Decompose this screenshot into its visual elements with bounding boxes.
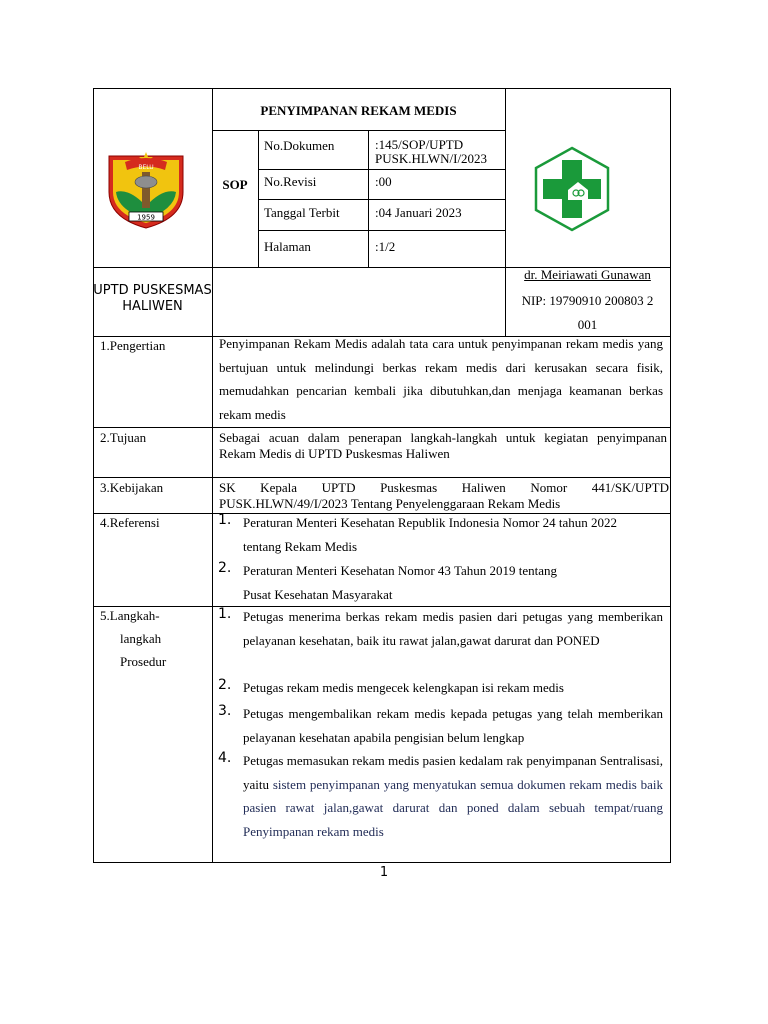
referensi-number-2: 2. [218, 560, 232, 576]
prosedur-item-4-plain: Petugas memasukan rekam medis pasien kedalam rak penyimpanan Sentralisasi, yaitu [243, 753, 663, 792]
column-divider-label [212, 88, 213, 863]
org-name: UPTD PUSKESMAS HALIWEN [93, 283, 212, 314]
prosedur-label-line1: 5.Langkah- [100, 608, 160, 623]
prosedur-item-2: Petugas rekam medis mengecek kelengkapan isi rekam medis [243, 680, 564, 695]
section-divider-2 [93, 427, 671, 428]
kebijakan-text: SK Kepala UPTD Puskesmas Haliwen Nomor 441/SK/UPTD PUSK.HLWN/49/I/2023 Tentang Penyelenggaraan Rekam Medis [219, 480, 669, 511]
no-revisi-value: :00 [375, 174, 392, 189]
section-divider-3 [93, 477, 671, 478]
page-number: 1 [379, 865, 389, 880]
referensi-number-1: 1. [218, 512, 232, 528]
prosedur-number-3: 3. [218, 703, 232, 719]
row-divider-2 [258, 199, 505, 200]
sop-label: SOP [222, 177, 248, 192]
signer-name: dr. Meiriawati Gunawan [524, 267, 651, 282]
prosedur-item-4-highlight: sistem penyimpanan yang menyatukan semua dokumen rekam medis baik pasien rawat jalan,gawat darurat dan poned dalam sebuah tempat/ruang Penyimpanan rekam medis [243, 776, 663, 839]
no-dokumen-value: :145/SOP/UPTD PUSK.HLWN/I/2023 [375, 137, 488, 166]
prosedur-number-4: 4. [218, 750, 232, 766]
row-divider-3 [258, 230, 505, 231]
emblem-text: BELU [138, 164, 154, 171]
section-divider-4 [93, 513, 671, 514]
prosedur-item-1: Petugas menerima berkas rekam medis pasien dari petugas yang memberikan pelayanan kesehatan, baik itu rawat jalan,gawat darurat dan PONED [243, 609, 663, 648]
regional-emblem-icon [103, 148, 189, 230]
column-divider-logo [505, 88, 506, 337]
table-border-right [670, 88, 671, 863]
prosedur-number-1: 1. [218, 606, 232, 622]
document-title: PENYIMPANAN REKAM MEDIS [260, 103, 457, 118]
referensi-label: 4.Referensi [100, 515, 160, 530]
referensi-item-2-line1: Peraturan Menteri Kesehatan Nomor 43 Tahun 2019 tentang [243, 563, 558, 578]
prosedur-number-2: 2. [218, 677, 232, 693]
table-border-left [93, 88, 94, 863]
pengertian-label: 1.Pengertian [100, 338, 166, 353]
title-divider [212, 130, 505, 131]
puskesmas-logo-icon [532, 146, 612, 232]
no-revisi-label: No.Revisi [264, 174, 317, 189]
row-divider-1 [258, 169, 505, 170]
prosedur-label-line3: Prosedur [120, 654, 167, 669]
kebijakan-label: 3.Kebijakan [100, 480, 164, 495]
halaman-value: :1/2 [375, 239, 396, 254]
prosedur-item-4 [243, 749, 663, 843]
halaman-label: Halaman [264, 239, 311, 254]
referensi-item-1-line2: tentang Rekam Medis [243, 539, 358, 554]
referensi-item-2-line2: Pusat Kesehatan Masyarakat [243, 587, 393, 602]
tanggal-terbit-label: Tanggal Terbit [264, 205, 340, 220]
tujuan-text: Sebagai acuan dalam penerapan langkah-langkah untuk kegiatan penyimpanan Rekam Medis di UPTD Puskesmas Haliwen [219, 430, 667, 461]
no-dokumen-label: No.Dokumen [264, 138, 335, 153]
pengertian-text: Penyimpanan Rekam Medis adalah tata cara untuk penyimpanan rekam medis yang bertujuan untuk melindungi berkas rekam medis dari kerusakan secara fisik, memudahkan pencarian kembali jika dibutuhkan,dan menjaga keamanan berkas rekam medis [219, 336, 663, 422]
tanggal-terbit-value: :04 Januari 2023 [375, 205, 462, 220]
signer-nip: NIP: 19790910 200803 2 001 [521, 293, 654, 332]
prosedur-label-line2: langkah [120, 631, 162, 646]
referensi-item-1-line1: Peraturan Menteri Kesehatan Republik Indonesia Nomor 24 tahun 2022 [243, 515, 618, 530]
table-border-top [93, 88, 671, 89]
table-border-bottom [93, 862, 671, 863]
prosedur-item-3: Petugas mengembalikan rekam medis kepada petugas yang telah memberikan pelayanan kesehatan apabila pengisian belum lengkap [243, 706, 663, 745]
tujuan-label: 2.Tujuan [100, 430, 147, 445]
emblem-year: 1959 [137, 213, 155, 222]
